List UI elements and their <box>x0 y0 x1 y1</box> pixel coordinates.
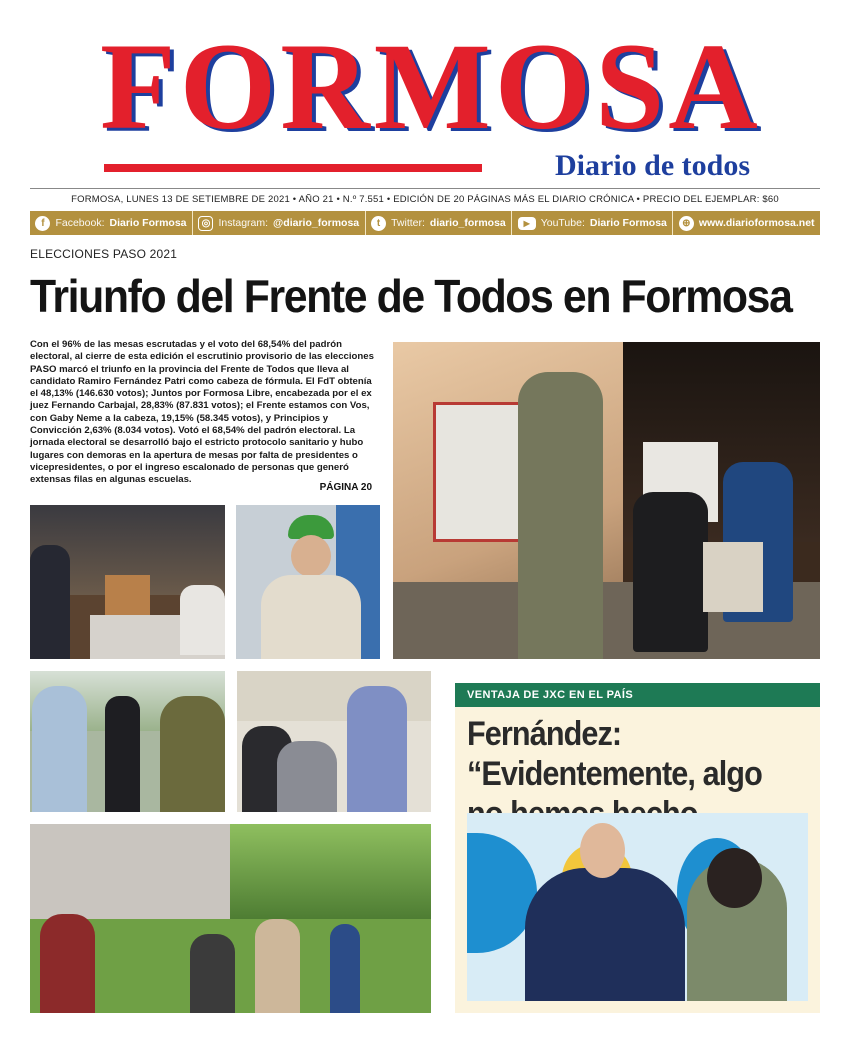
photo-voting-table <box>30 505 225 659</box>
facebook-icon: f <box>35 216 50 231</box>
photo-president-speaking <box>467 813 808 1001</box>
secondary-story-kicker: VENTAJA DE JXC EN EL PAÍS <box>455 683 820 707</box>
social-handle: Diario Formosa <box>109 217 187 229</box>
globe-icon: ⊕ <box>679 216 694 231</box>
social-platform-label: Twitter: <box>391 217 425 229</box>
social-platform-label: Instagram: <box>218 217 269 229</box>
youtube-icon: ▶ <box>518 217 536 230</box>
photo-voter-green-cap <box>236 505 380 659</box>
photo-school-courtyard <box>30 824 431 1013</box>
instagram-icon: ◎ <box>198 216 213 231</box>
main-story-kicker: ELECCIONES PASO 2021 <box>30 247 178 261</box>
social-link-facebook[interactable] <box>30 211 193 235</box>
social-handle: @diario_formosa <box>273 217 360 229</box>
social-handle: diario_formosa <box>429 217 506 229</box>
main-story-lead: Con el 96% de las mesas escrutadas y el voto del 68,54% del padrón electoral, al cierre de esta edición el escrutinio provisorio de las elecciones PASO marcó el triunfo en la provincia del Frente de Todos que lleva al candidato Ramiro Fernández Patri como cabeza de fórmula. El FdT obtenía el 48,13% (146.630 votos); Juntos por Formosa Libre, encabezada por el ex juez Fernando Carbajal, 28,83% (87.831 votos); el Frente estamos con Vos, con Gaby Neme a la cabeza, 19,15% (58.345 votos), y Principios y Convicción 2,63% (8.034 votos). Votó el 68,54% del padrón electoral. La jornada electoral se desarrolló bajo el estricto protocolo sanitario y hubo lugares con demoras en la apertura de mesas por falta de presidentes o vicepresidentes, o por el ingreso escalonado de personas que generó extensas filas en algunas escuelas. <box>30 339 374 486</box>
page-reference[interactable]: PÁGINA 20 <box>319 482 372 493</box>
social-platform-label: YouTube: <box>540 217 585 229</box>
social-handle: Diario Formosa <box>589 217 667 229</box>
social-bar <box>30 211 820 235</box>
social-platform-label: Facebook: <box>55 217 105 229</box>
masthead-subtitle: Diario de todos <box>555 149 750 182</box>
masthead-rule <box>104 164 482 172</box>
twitter-icon: t <box>371 216 386 231</box>
social-link-twitter[interactable] <box>366 211 513 235</box>
photo-voters-queue <box>30 671 225 812</box>
masthead-title: FORMOSA <box>100 18 762 155</box>
social-link-website[interactable] <box>673 211 820 235</box>
website-url: www.diarioformosa.net <box>698 217 815 229</box>
dateline-divider <box>30 188 820 189</box>
social-link-youtube[interactable] <box>512 211 673 235</box>
main-headline[interactable]: Triunfo del Frente de Todos en Formosa <box>30 270 792 322</box>
photo-ballot-delivery <box>393 342 820 659</box>
photo-police-officer <box>237 671 431 812</box>
dateline: FORMOSA, LUNES 13 DE SETIEMBRE DE 2021 • AÑO 21 • N.º 7.551 • EDICIÓN DE 20 PÁGINAS MÁS EL DIARIO CRÓNICA • PRECIO DEL EJEMPLAR: $60 <box>71 194 779 205</box>
secondary-story-headline[interactable]: Fernández: “Evidentemente, algo <box>467 715 762 793</box>
social-link-instagram[interactable] <box>193 211 366 235</box>
